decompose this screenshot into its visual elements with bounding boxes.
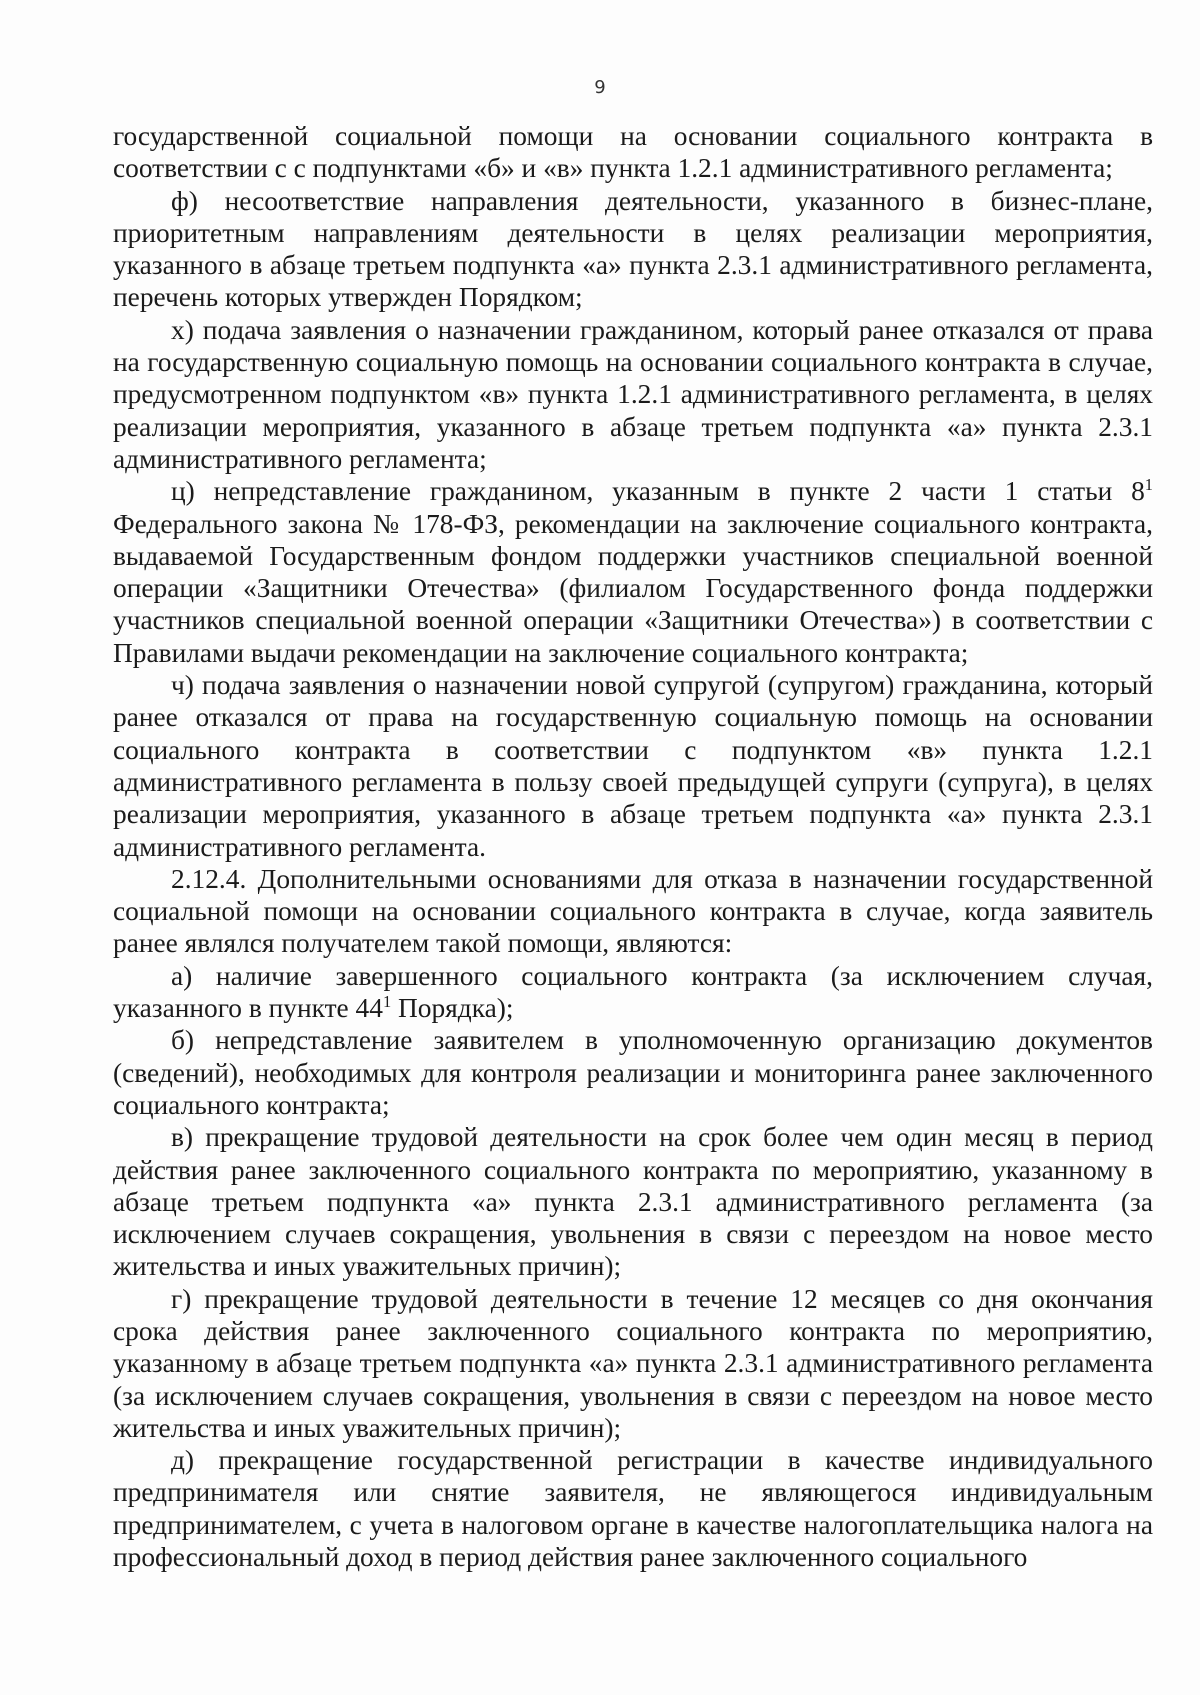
paragraph-item-g: г) прекращение трудовой деятельности в течение 12 месяцев со дня окончания срока действия ранее заключенного социального контракта по мероприятию, указанному в абзаце третьем подпункта «а» пункта 2.3.1 административного регламента (за исключением случаев сокращения, увольнения в связи с переездом на новое место жительства и иных уважительных причин); [113,1283,1153,1443]
paragraph-section-2-12-4: 2.12.4. Дополнительными основаниями для отказа в назначении государственной социальной помощи на основании социального контракта в случае, когда заявитель ранее являлся получателем такой помощи, являются: [113,863,1153,959]
paragraph-item-a-text-start: а) наличие завершенного социального контракта (за исключением случая, указанного в пункте 44 [113,960,1153,1024]
superscript-footnote-mark: 1 [1144,475,1153,495]
paragraph-item-d: д) прекращение государственной регистрации в качестве индивидуального предпринимателя или снятие заявителя, не являющегося индивидуальным предпринимателем, с учета в налоговом органе в качестве налогоплательщика налога на профессиональный доход в период действия ранее заключенного социального [113,1445,1153,1573]
paragraph-item-b: б) непредставление заявителем в уполномоченную организацию документов (сведений), необходимых для контроля реализации и мониторинга ранее заключенного социального контракта; [113,1025,1153,1120]
superscript-footnote-mark: 1 [382,991,392,1011]
paragraph-item-ts-text-end: Федерального закона № 178-ФЗ, рекомендации на заключение социального контракта, выдаваемой Государственным фондом поддержки участников специальной военной операции «Защитники Отечества» (филиалом Государственного фонда поддержки участников специальной военной операции «Защитники Отечества») в соответствии с Правилами выдачи рекомендации на заключение социального контракта; [113,508,1153,668]
paragraph-item-a-text-end: Порядка); [391,993,514,1024]
paragraph-item-a [113,960,1153,1025]
paragraph-continuation: государственной социальной помощи на основании социального контракта в соответствии с с подпунктами «б» и «в» пункта 1.2.1 административного регламента; [113,121,1153,184]
document-body [113,120,1153,1573]
page-number: 9 [594,77,606,98]
paragraph-item-ts [113,475,1153,669]
paragraph-item-kh: х) подача заявления о назначении гражданином, который ранее отказался от права на государственную социальную помощь на основании социального контракта в случае, предусмотренном подпунктом «в» пункта 1.2.1 административного регламента, в целях реализации мероприятия, указанного в абзаце третьем подпункта «а» пункта 2.3.1 административного регламента; [113,314,1153,474]
paragraph-item-v: в) прекращение трудовой деятельности на срок более чем один месяц в период действия ранее заключенного социального контракта по мероприятию, указанному в абзаце третьем подпункта «а» пункта 2.3.1 административного регламента (за исключением случаев сокращения, увольнения в связи с переездом на новое место жительства и иных уважительных причин); [113,1122,1153,1282]
paragraph-item-f: ф) несоответствие направления деятельности, указанного в бизнес-плане, приоритетным направлениям деятельности в целях реализации мероприятия, указанного в абзаце третьем подпункта «а» пункта 2.3.1 административного регламента, перечень которых утвержден Порядком; [113,185,1153,313]
paragraph-item-ts-text-start: ц) непредставление гражданином, указанным в пункте 2 части 1 статьи 8 [171,476,1145,507]
paragraph-item-ch: ч) подача заявления о назначении новой супругой (супругом) гражданина, который ранее отказался от права на государственную социальную помощь на основании социального контракта в соответствии с подпунктом «в» пункта 1.2.1 административного регламента в пользу своей предыдущей супруги (супруга), в целях реализации мероприятия, указанного в абзаце третьем подпункта «а» пункта 2.3.1 административного регламента. [113,670,1153,862]
